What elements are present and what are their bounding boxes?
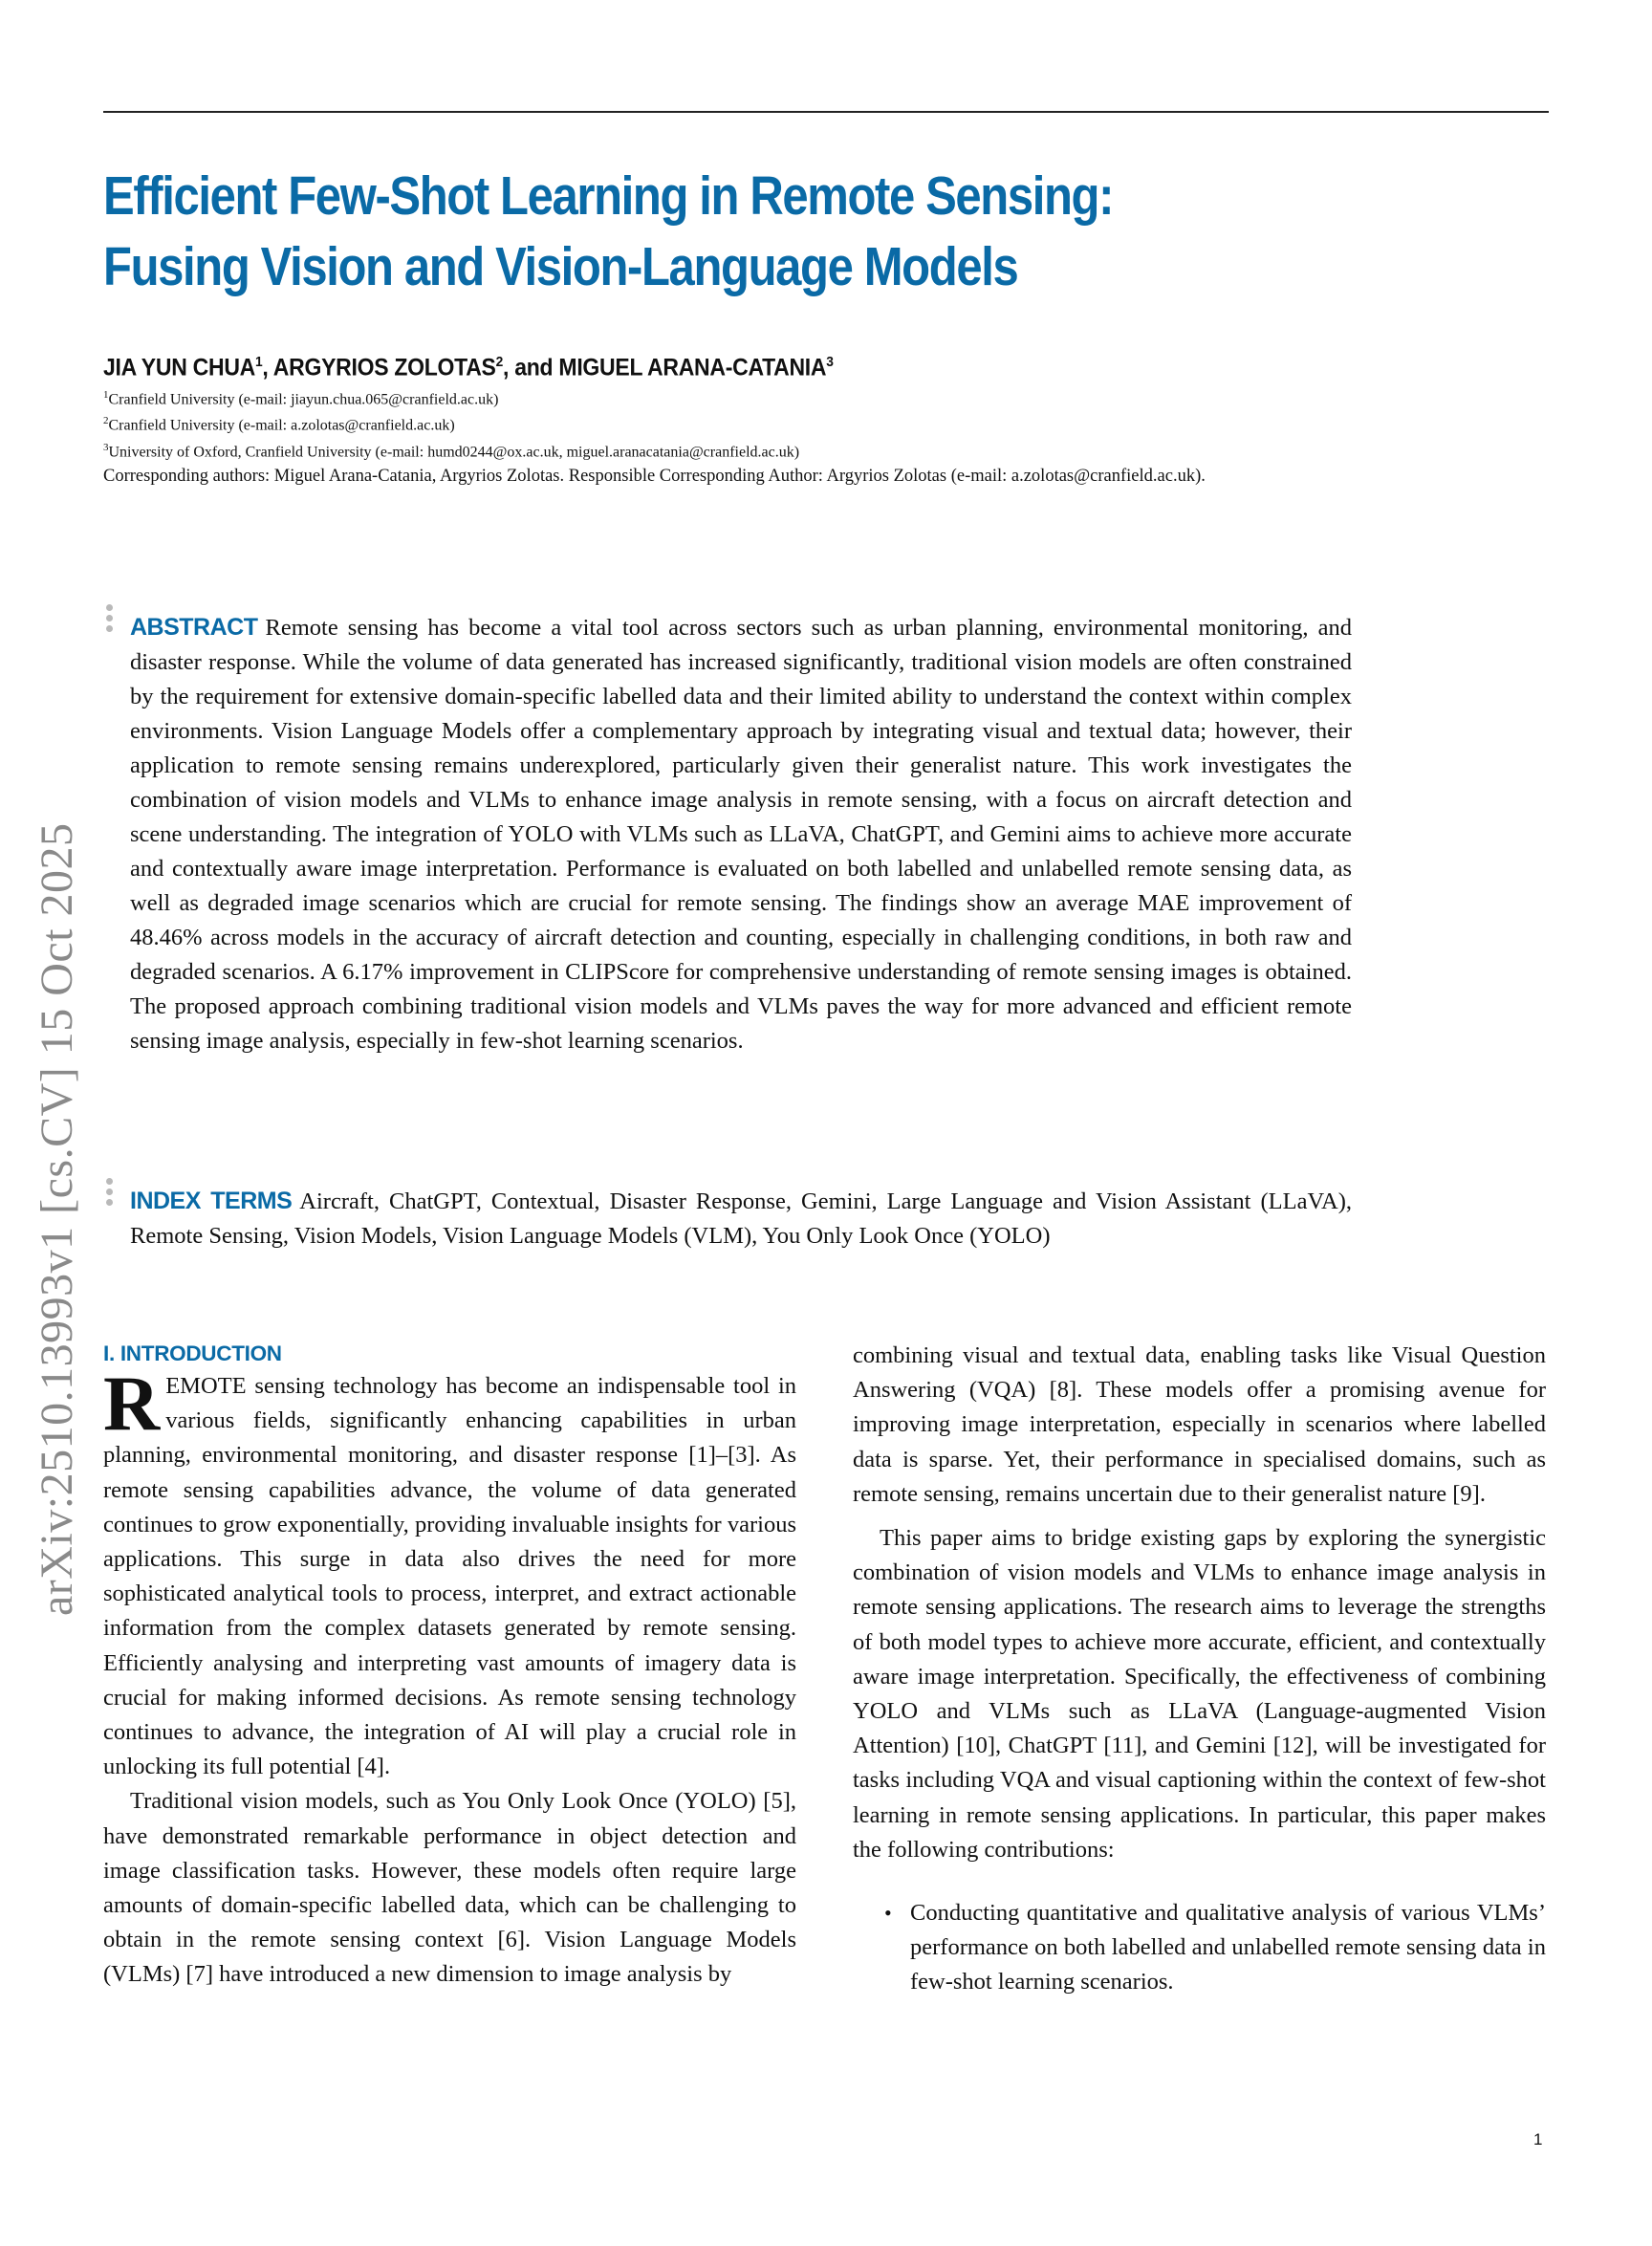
- author-list: [103, 354, 834, 382]
- abstract: [130, 610, 1352, 1058]
- author-sup: 2: [495, 354, 504, 370]
- author-name: MIGUEL ARANA-CATANIA: [558, 354, 827, 382]
- affiliation-text: Cranfield University (e-mail: a.zolotas@cranfield.ac.uk): [108, 417, 455, 434]
- intro-paragraph-3: This paper aims to bridge existing gaps by exploring the synergistic combination of vision models and VLMs to enhance image analysis in remote sensing applications. The research aims to leverage the strengths of both model types to achieve more accurate, efficient, and contextually aware image interpretation. Specifically, the effectiveness of combining YOLO and VLMs such as LLaVA (Language-augmented Vision Attention) [10], ChatGPT [11], and Gemini [12], will be investigated for tasks including VQA and visual captioning within the context of few-shot learning in remote sensing applications. In particular, this paper makes the following contributions:: [853, 1525, 1546, 1863]
- author-sup: 3: [826, 354, 834, 370]
- author-name: JIA YUN CHUA: [103, 354, 256, 382]
- affiliation-sup: 1: [103, 389, 109, 401]
- title-line-2: Fusing Vision and Vision-Language Models: [103, 236, 1018, 297]
- index-terms-label: INDEX TERMS: [130, 1188, 293, 1214]
- arxiv-watermark[interactable]: arXiv:2510.13993v1 [cs.CV] 15 Oct 2025: [32, 822, 82, 1616]
- affiliation-text: Cranfield University (e-mail: jiayun.chua.065@cranfield.ac.uk): [108, 391, 499, 408]
- affiliations: [103, 384, 799, 463]
- affiliation-sup: 3: [103, 441, 109, 453]
- abstract-label: ABSTRACT: [130, 614, 258, 641]
- drop-cap: R: [103, 1360, 161, 1447]
- right-column: [853, 1339, 1546, 2000]
- index-terms-text: Aircraft, ChatGPT, Contextual, Disaster Response, Gemini, Large Language and Vision Assistant (LLaVA), Remote Sensing, Vision Models, Vision Language Models (VLM), You Only Look Once (YOLO): [130, 1188, 1352, 1249]
- author-name: ARGYRIOS ZOLOTAS: [272, 354, 496, 382]
- index-terms-dots-icon: [106, 1178, 114, 1210]
- section-heading-introduction: I. INTRODUCTION: [103, 1341, 282, 1365]
- title-line-1: Efficient Few-Shot Learning in Remote Sensing:: [103, 165, 1114, 227]
- corresponding-authors: Corresponding authors: Miguel Arana-Catania, Argyrios Zolotas. Responsible Corresponding Author: Argyrios Zolotas (e-mail: a.zolotas@cranfield.ac.uk).: [103, 467, 1206, 486]
- affiliation-text: University of Oxford, Cranfield University (e-mail: humd0244@ox.ac.uk, miguel.aranacatania@cranfield.ac.uk): [108, 443, 800, 460]
- page-number: 1: [1533, 2130, 1543, 2148]
- contributions-list: [853, 1896, 1546, 2000]
- affiliation: [103, 437, 799, 463]
- intro-paragraph-1: [103, 1360, 796, 1784]
- author-sep: , and: [503, 354, 559, 382]
- affiliation-sup: 2: [103, 415, 109, 427]
- abstract-dots-icon: [106, 604, 114, 636]
- contribution-item: • Conducting quantitative and qualitative analysis of various VLMs’ performance on both labelled and unlabelled remote sensing data in few-shot learning scenarios.: [853, 1896, 1546, 2000]
- intro-paragraph-2: Traditional vision models, such as You Only Look Once (YOLO) [5], have demonstrated remarkable performance in object detection and image classification tasks. However, these models often require large amounts of domain-specific labelled data, which can be challenging to obtain in the remote sensing context [6]. Vision Language Models (VLMs) [7] have introduced a new dimension to image analysis by: [103, 1788, 796, 1988]
- author-sup: 1: [255, 354, 263, 370]
- header-rule: [103, 111, 1549, 113]
- author-sep: ,: [262, 354, 273, 382]
- paragraph-text: EMOTE sensing technology has become an indispensable tool in various fields, significantly enhancing capabilities in urban planning, environmental monitoring, and disaster response [1]–[3]. As remote sensing capabilities advance, the volume of data generated continues to grow exponentially, providing invaluable insights for various applications. This surge in data also drives the need for more sophisticated analytical tools to process, interpret, and extract actionable information from the complex datasets generated by remote sensing. Efficiently analysing and interpreting vast amounts of imagery data is crucial for making informed decisions. As remote sensing technology continues to advance, the integration of AI will play a crucial role in unlocking its full potential [4].: [103, 1373, 796, 1780]
- intro-paragraph-2-continued: combining visual and textual data, enabling tasks like Visual Question Answering (VQA) [8]. These models offer a promising avenue for improving image interpretation, especially in scenarios where labelled data is sparse. Yet, their performance in specialised domains, such as remote sensing, remains uncertain due to their generalist nature [9].: [853, 1342, 1546, 1507]
- left-column: [103, 1339, 796, 1993]
- affiliation: [103, 384, 799, 410]
- paper-title: [103, 161, 1337, 302]
- index-terms: [130, 1184, 1352, 1254]
- abstract-text: Remote sensing has become a vital tool across sectors such as urban planning, environmental monitoring, and disaster response. While the volume of data generated has increased significantly, traditional vision models are often constrained by the requirement for extensive domain-specific labelled data and their limited ability to understand the context within complex environments. Vision Language Models offer a complementary approach by integrating visual and textual data; however, their application to remote sensing remains underexplored, particularly given their generalist nature. This work investigates the combination of vision models and VLMs to enhance image analysis in remote sensing, with a focus on aircraft detection and scene understanding. The integration of YOLO with VLMs such as LLaVA, ChatGPT, and Gemini aims to achieve more accurate and contextually aware image interpretation. Performance is evaluated on both labelled and unlabelled remote sensing data, as well as degraded image scenarios which are crucial for remote sensing. The findings show an average MAE improvement of 48.46% across models in the accuracy of aircraft detection and counting, especially in challenging conditions, in both raw and degraded scenarios. A 6.17% improvement in CLIPScore for comprehensive understanding of remote sensing images is obtained. The proposed approach combining traditional vision models and VLMs paves the way for more advanced and efficient remote sensing image analysis, especially in few-shot learning scenarios.: [130, 615, 1352, 1054]
- affiliation: [103, 410, 799, 436]
